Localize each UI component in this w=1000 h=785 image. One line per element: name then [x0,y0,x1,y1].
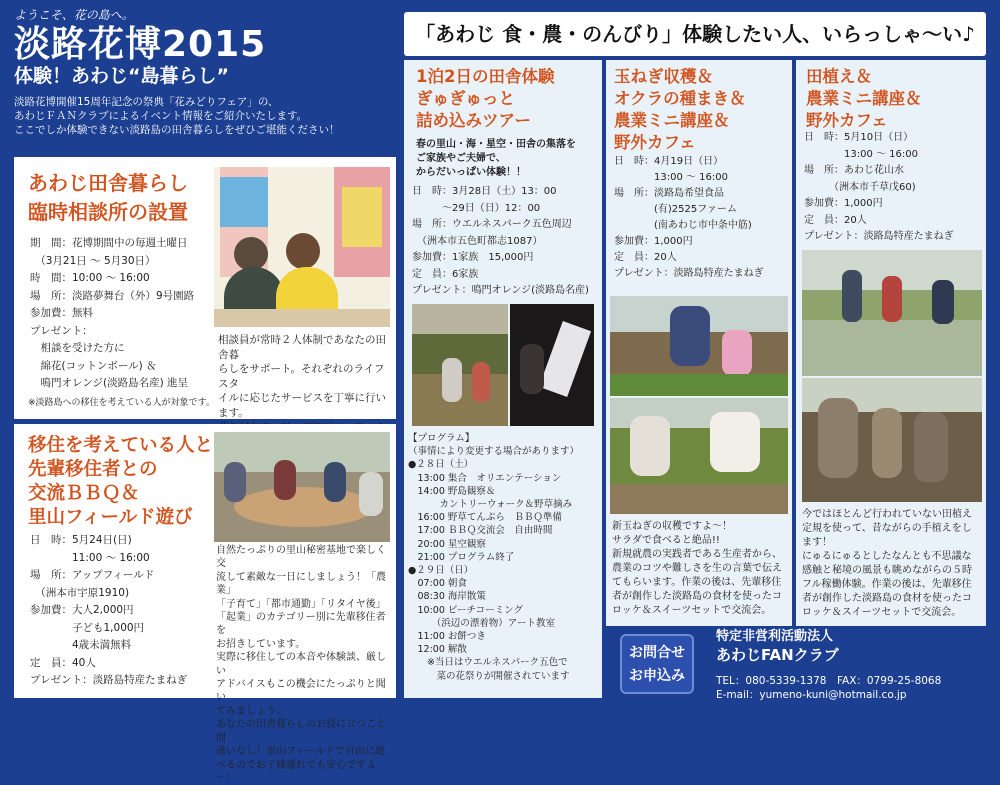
rice-photo-2 [802,378,982,502]
rice-title: 田植え＆ 農業ミニ講座＆ 野外カフェ [806,67,922,130]
consult-photo [214,167,390,327]
onion-info: 日 時：4月19日（日） 13:00 ～ 16:00 場 所：淡路島希望食品 (有)2525ファーム (南あわじ市中条中筋) 参加費：1,000円 定 員：20人 プレゼント：淡路島特産たまねぎ [614,156,764,279]
onion-title: 玉ねぎ収穫＆ オクラの種まき＆ 農業ミニ講座＆ 野外カフェ [614,67,746,152]
rice-photo-1 [802,250,982,376]
rice-description: 今ではほとんど行われていない田植え 定規を使って、昔ながらの手植えをし ます！ にゅるにゅるとしたなんとも不思議な 感触と秘境の風景も眺めながらの５時 フル稼働体験。作業の後は、先輩移住 者が創作した淡路島の食材を使ったコ ロッケ＆スイーツセットで交流会。 [802,509,972,618]
consult-info: 期 間：花博期間中の毎週土曜日 （3月21日 ～ 5月30日） 時 間：10:00 ～ 16:00 場 所：淡路夢舞台（外）9号園路 参加費：無料 プレゼント： 相談を受けた方に 綿花(コットンボール) ＆ 鳴門オレンジ(淡路島名産) 進呈 [30,237,195,389]
greeting: ようこそ、花の島へ。 [14,8,134,22]
tour-program: 【プログラム】 （事情により変更する場合があります） ●２８日（土） 13:00 集合 オリエンテーション 14:00 野島観察＆ カントリーウォーク＆野草摘み 16:00 野草てんぷら ＢＢＱ準備 17:00 ＢＢＱ交流会 自由時間 20:00 星空観察 21:00 プログラム終了 ●２９日（日） 07:00 朝食 08:30 海岸散策 10:00 ビーチコーミング （浜辺の漂着物）アート教室 11:00 お餅つき 12:00 解散 ※当日はウエルネスパーク五色で 菜の花祭りが開催されています [408,433,580,682]
tour-photo-outdoor [412,304,508,426]
contact-apply-button[interactable]: お問合せ お申込み [620,634,694,694]
consult-panel [14,157,396,419]
consult-title: あわじ田舎暮らし 臨時相談所の設置 [28,171,188,224]
onion-photo-1 [610,296,788,396]
org-tel-fax: TEL：080-5339-1378 FAX：0799-25-8068 [716,675,942,687]
tour-column [404,60,602,698]
bbq-info: 日 時：5月24日(日) 11:00 ～ 16:00 場 所：アップフィールド （洲本市宇原1910) 参加費：大人2,000円 子ども1,000円 4歳未満無料 定 員：40人 プレゼント：淡路島特産たまねぎ [30,534,188,686]
header [14,6,394,137]
org-type: 特定非営利活動法人 [716,629,834,644]
intro-text: 淡路花博開催15周年記念の祭典「花みどりフェア」の、 あわじＦＡＮクラブによるイベント情報をご紹介いたします。 ここでしか体験できない淡路島の田舎暮らしをぜひご堪能ください！ [14,96,340,136]
rice-info: 日 時：5月10日（日） 13:00 ～ 16:00 場 所：あわじ花山水 （洲本市千草戊60) 参加費：1,000円 定 員：20人 プレゼント：淡路島特産たまねぎ [804,132,954,242]
tour-lead: 春の里山・海・星空・田舎の集落を ご家族やご夫婦で、 からだいっぱい体験！！ [416,139,576,178]
org-email[interactable]: E-mail：yumeno-kuni@hotmail.co.jp [716,689,907,701]
banner-headline: 「あわじ 食・農・のんびり」体験したい人、いらっしゃ～い♪ [404,12,986,56]
tour-photo-stars [510,304,594,426]
onion-description: 新玉ねぎの収穫ですよ～！ サラダで食べると絶品!! 新規就農の実践者である生産者から、 農業のコツや難しさを生の言葉で伝え てもらいます。作業の後は、先輩移住 者が創作した淡路島の食材を使ったコ ロッケ＆スイーツセットで交流会。 [612,521,782,616]
main-title: 淡路花博2015 [14,24,267,65]
bbq-description: 自然たっぷりの里山秘密基地で楽しく交 流して素敵な一日にしましょう！「農業」 「子育て」「都市通勤」「リタイヤ後」 「起業」のカテゴリー別に先輩移住者を お招きしています。 実際に移住しての本音や体験談、厳しい アドバイスもこの機会にたっぷりと聞い てみましょう。 あなたの田舎暮らしのお役に立つこと間 違いなし！里山フィールドで自由に遊 べるのでお子様連れでも安心ですよ～！ [216,545,386,784]
tour-title: 1泊2日の田舎体験 ぎゅぎゅっと 詰め込みツアー [416,67,555,130]
bbq-photo [214,432,390,542]
organization-info [716,628,996,702]
consult-description: 相談員が常時２人体制であなたの田舎暮 らしをサポート。それぞれのライフスタ イルに応じたサービスを丁寧に行います。 [218,334,386,419]
rice-column [796,60,986,626]
sub-title: 体験！あわじ“島暮らし” [14,65,229,87]
bbq-title: 移住を考えている人と 先輩移住者との 交流ＢＢＱ＆ 里山フィールド遊び [28,435,214,528]
org-name: あわじFANクラブ [716,646,839,664]
onion-photo-2 [610,398,788,514]
tour-info: 日 時：3月28日（土）13：00 ～29日（日）12：00 場 所：ウエルネスパーク五色周辺 （洲本市五色町都志1087） 参加費：1家族 15,000円 定 員：6家族 プレゼント：鳴門オレンジ(淡路島名産) [412,186,589,296]
bbq-panel [14,424,396,784]
onion-column [606,60,792,626]
consult-note: ※淡路島への移住を考えている人が対象です。 [28,398,215,408]
